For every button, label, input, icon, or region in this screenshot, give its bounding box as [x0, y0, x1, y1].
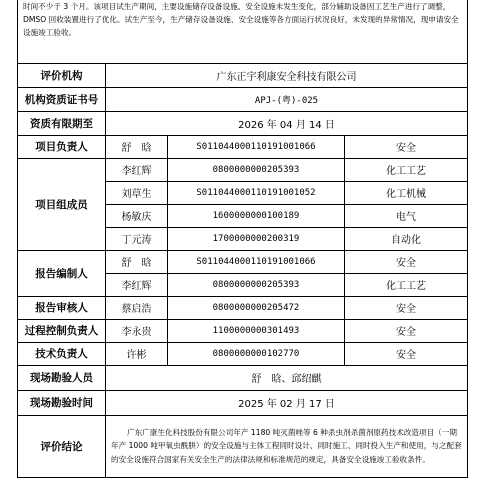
- review-label: 报告审核人: [18, 296, 106, 319]
- members-label: 项目组成员: [18, 158, 106, 250]
- tech-label: 技术负责人: [18, 342, 106, 365]
- site-people-label: 现场勘验人员: [18, 365, 106, 390]
- tech-cert-no: 0800000000102770: [168, 342, 345, 365]
- member-cert-no: 1600000000100189: [168, 204, 345, 227]
- member-field: 化工机械: [345, 181, 468, 204]
- member-field: 化工工艺: [345, 158, 468, 181]
- member-cert-no: S011044000110191001052: [168, 181, 345, 204]
- cert-value: APJ-(粤)-025: [106, 87, 468, 111]
- validity-row: [18, 111, 468, 135]
- process-row: [18, 319, 468, 342]
- intro-row: [18, 0, 468, 63]
- org-value: 广东正宇利康安全科技有限公司: [106, 63, 468, 87]
- process-cert-no: 1100000000301493: [168, 319, 345, 342]
- conclusion-label: 评价结论: [18, 415, 106, 477]
- tech-name: 许彬: [106, 342, 168, 365]
- cert-row: [18, 87, 468, 111]
- report-author-cert-no: S011044000110191001066: [168, 250, 345, 273]
- process-field: 安全: [345, 319, 468, 342]
- report-author-field: 安全: [345, 250, 468, 273]
- site-people-value: 舒 晗、邱绍麒: [106, 365, 468, 390]
- reviewer-name: 蔡启浩: [106, 296, 168, 319]
- member-name: 刘草生: [106, 181, 168, 204]
- site-time-label: 现场勘验时间: [18, 390, 106, 415]
- pm-label: 项目负责人: [18, 135, 106, 158]
- evaluation-info-table-sheet: [17, 0, 467, 496]
- evaluation-info-table: [17, 0, 468, 478]
- report-author-name: 舒 晗: [106, 250, 168, 273]
- tech-row: [18, 342, 468, 365]
- conclusion-row: [18, 415, 468, 477]
- site-people-row: [18, 365, 468, 390]
- pm-row: [18, 135, 468, 158]
- member-name: 丁元涛: [106, 227, 168, 250]
- member-field: 电气: [345, 204, 468, 227]
- report-author-cert-no: 0800000000205393: [168, 273, 345, 296]
- member-field: 自动化: [345, 227, 468, 250]
- site-time-value: 2025 年 02 月 17 日: [106, 390, 468, 415]
- process-label: 过程控制负责人: [18, 319, 106, 342]
- tech-field: 安全: [345, 342, 468, 365]
- process-name: 李永贵: [106, 319, 168, 342]
- reviewer-row: [18, 296, 468, 319]
- report-author-name: 李红辉: [106, 273, 168, 296]
- member-cert-no: 1700000000200319: [168, 227, 345, 250]
- pm-name: 舒 晗: [106, 135, 168, 158]
- org-row: [18, 63, 468, 87]
- org-label: 评价机构: [18, 63, 106, 87]
- intro-text: 时间不少于 3 个月。该项目试生产期间，主要设施储存设备设施、安全设施未发生变化，部分辅助设备因工艺生产进行了调整，DMSO 回收装置进行了优化。试生产至今，生产储存设备设施、安全设施等各方面运行状况良好，未发现的异常情况，现申请安全设施竣工验收。: [18, 0, 468, 63]
- reviewer-field: 安全: [345, 296, 468, 319]
- validity-value: 2026 年 04 月 14 日: [106, 111, 468, 135]
- cert-label: 机构资质证书号: [18, 87, 106, 111]
- member-name: 杨敏庆: [106, 204, 168, 227]
- report-label: 报告编制人: [18, 250, 106, 296]
- reviewer-cert-no: 0800000000205472: [168, 296, 345, 319]
- site-time-row: [18, 390, 468, 415]
- pm-field: 安全: [345, 135, 468, 158]
- member-cert-no: 0800000000205393: [168, 158, 345, 181]
- member-name: 李红辉: [106, 158, 168, 181]
- report-author-row: [18, 250, 468, 273]
- validity-label: 资质有限期至: [18, 111, 106, 135]
- report-author-field: 化工工艺: [345, 273, 468, 296]
- member-row: [18, 158, 468, 181]
- conclusion-text: 广东广康生化科技股份有限公司年产 1180 吨灭菌唑等 6 种杀虫剂杀菌剂原药技术改造项目（一期年产 1000 吨甲氧虫酰肼）的安全设施与主体工程同时设计、同时施工、同时投入生产和使用，与之配套的安全设施符合国家有关安全生产的法律法规和标准规范的规定，具备安全设施竣工验收条件。: [106, 415, 468, 477]
- pm-cert-no: S011044000110191001066: [168, 135, 345, 158]
